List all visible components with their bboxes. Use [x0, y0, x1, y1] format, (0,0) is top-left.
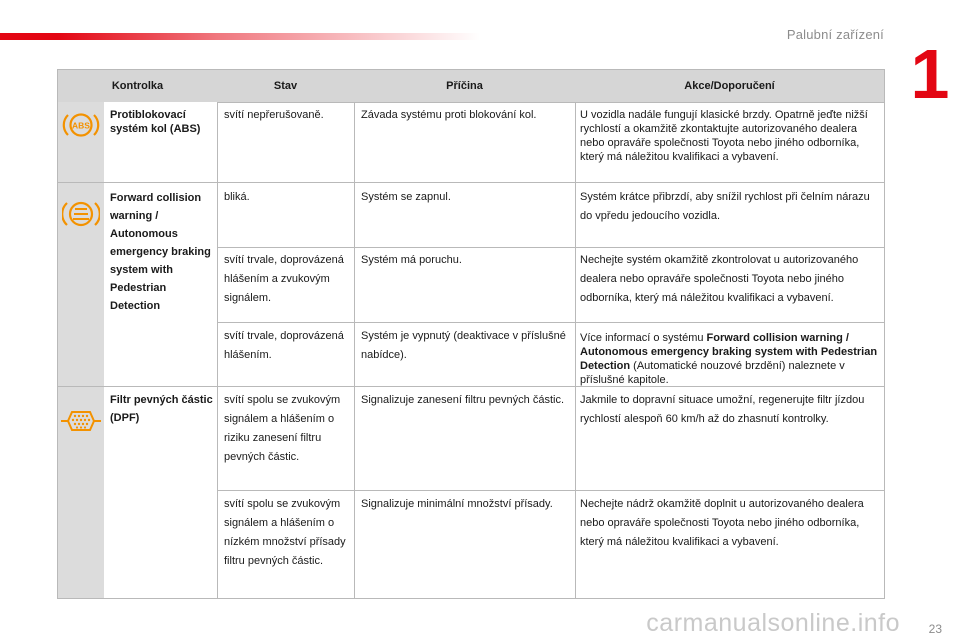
header-accent-bar — [0, 33, 480, 40]
fcw-name: Forward collision warning / Autonomous emergency braking system with Pedestrian Detection — [110, 192, 211, 312]
row-divider — [217, 247, 884, 248]
dpf-name: Filtr pevných částic (DPF) — [110, 394, 213, 424]
abs-state: svítí nepřerušovaně. — [224, 109, 324, 121]
fcw-action-3 — [580, 331, 880, 387]
dpf-state-1: svítí spolu se zvukovým signálem a hlášením o riziku zanesení filtru pevných částic. — [224, 394, 341, 463]
fcw-action-3-prefix: Více informací o systému — [580, 332, 707, 344]
abs-warning-icon — [62, 110, 100, 140]
abs-name: Protiblokovací systém kol (ABS) — [110, 109, 201, 135]
fcw-state-2: svítí trvale, doprovázená hlášením a zvukovým signálem. — [224, 254, 344, 304]
fcw-action-3-suffix: (Automatické nouzové brzdění) naleznete v příslušné kapitole. — [580, 360, 845, 386]
collision-warning-icon — [62, 198, 100, 230]
header-pricina: Příčina — [446, 80, 483, 92]
warning-lights-table — [57, 69, 885, 599]
header-stav: Stav — [273, 80, 298, 92]
dpf-cause-1: Signalizuje zanesení filtru pevných částic. — [361, 394, 564, 406]
fcw-cause-1: Systém se zapnul. — [361, 191, 451, 203]
column-divider — [354, 102, 355, 598]
watermark: carmanualsonline.info — [646, 609, 900, 637]
fcw-state-3: svítí trvale, doprovázená hlášením. — [224, 330, 344, 361]
table-header — [58, 70, 884, 103]
section-title: Palubní zařízení — [786, 27, 884, 42]
row-divider — [58, 182, 884, 183]
column-divider — [575, 102, 576, 598]
header-akce: Akce/Doporučení — [684, 80, 775, 92]
abs-action: U vozidla nadále fungují klasické brzdy. Opatrně jeďte nižší rychlostí a okamžitě zkontaktujte autorizovaného dealera nebo opraváře společnosti Toyota nebo jiného odborníka, který má náležitou kvalifikaci a vybavení. — [580, 109, 868, 163]
page-number: 23 — [928, 622, 942, 636]
dpf-action-1: Jakmile to dopravní situace umožní, regenerujte filtr jízdou rychlostí alespoň 60 km/h až do zhasnutí kontrolky. — [580, 394, 865, 425]
row-divider — [217, 322, 884, 323]
row-divider — [217, 490, 884, 491]
particle-filter-icon — [60, 408, 102, 434]
fcw-cause-2: Systém má poruchu. — [361, 254, 462, 266]
fcw-action-1: Systém krátce přibrzdí, aby snížil rychlost při čelním nárazu do vpředu jedoucího vozidla. — [580, 191, 870, 222]
fcw-state-1: bliká. — [224, 191, 250, 203]
chapter-number: 1 — [910, 35, 950, 113]
fcw-action-3-bold: Forward collision warning / Autonomous emergency braking system with Pedestrian Detection — [580, 332, 878, 372]
dpf-action-2: Nechejte nádrž okamžitě doplnit u autorizovaného dealera nebo opraváře společnosti Toyota nebo jiného odborníka, který má náležitou kvalifikaci a vybavení. — [580, 498, 864, 548]
fcw-cause-3: Systém je vypnutý (deaktivace v příslušné nabídce). — [361, 330, 566, 361]
dpf-cause-2: Signalizuje minimální množství přísady. — [361, 498, 553, 510]
fcw-action-2: Nechejte systém okamžitě zkontrolovat u autorizovaného dealera nebo opraváře společnosti Toyota nebo jiného odborníka, který má náležitou kvalifikaci a vybavení. — [580, 254, 859, 304]
abs-cause: Závada systému proti blokování kol. — [361, 109, 537, 121]
dpf-state-2: svítí spolu se zvukovým signálem a hlášením o nízkém množství přísady filtru pevných částic. — [224, 498, 346, 567]
svg-text:ABS: ABS — [72, 120, 90, 131]
header-kontrolka: Kontrolka — [111, 80, 164, 92]
